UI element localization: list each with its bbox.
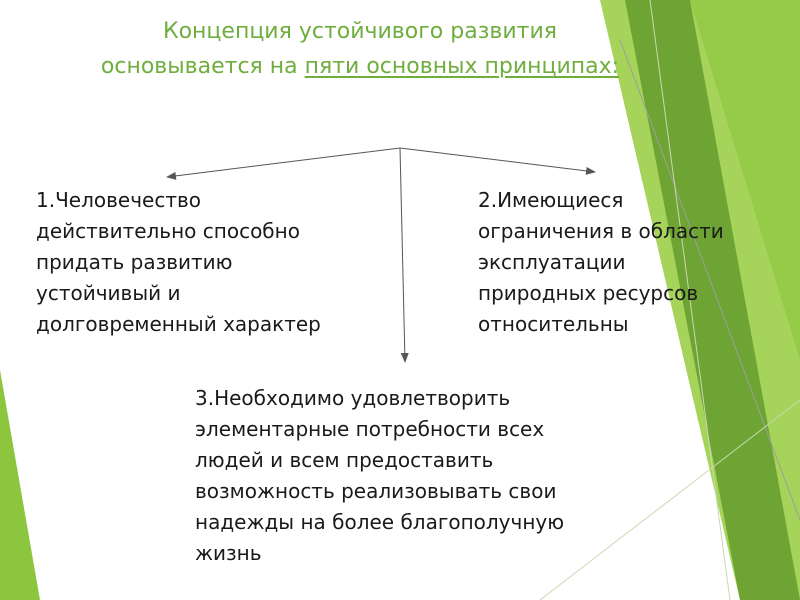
principle-1-line: устойчивый и <box>36 281 181 305</box>
arrow-left <box>167 148 400 177</box>
title-line-2-prefix: основывается на <box>100 54 305 79</box>
arrow-down <box>400 148 405 362</box>
principle-1-line: придать развитию <box>36 250 233 274</box>
principle-2-line: природных ресурсов <box>478 281 699 305</box>
principle-2-line: ограничения в области <box>478 219 724 243</box>
principle-2 <box>478 185 724 340</box>
principle-3-line: людей и всем предоставить <box>195 448 494 472</box>
principle-3-line: надежды на более благополучную <box>195 510 565 534</box>
principle-2-line: 2.Имеющиеся <box>478 188 624 212</box>
title-underlined-phrase: пяти основных принципах: <box>304 54 620 79</box>
principle-2-line: относительны <box>478 312 629 336</box>
principle-1-line: действительно способно <box>36 219 300 243</box>
principle-3-line: 3.Необходимо удовлетворить <box>195 386 511 410</box>
principle-3-line: элементарные потребности всех <box>195 417 545 441</box>
principle-1-line: 1.Человечество <box>36 188 201 212</box>
principle-3 <box>195 383 564 569</box>
arrow-right <box>400 148 595 172</box>
principle-3-line: жизнь <box>195 541 262 565</box>
principle-1-line: долговременный характер <box>36 312 321 336</box>
principle-2-line: эксплуатации <box>478 250 626 274</box>
title-line-1: Концепция устойчивого развития <box>162 19 558 44</box>
principle-3-line: возможность реализовывать свои <box>195 479 557 503</box>
principle-1 <box>36 185 321 340</box>
